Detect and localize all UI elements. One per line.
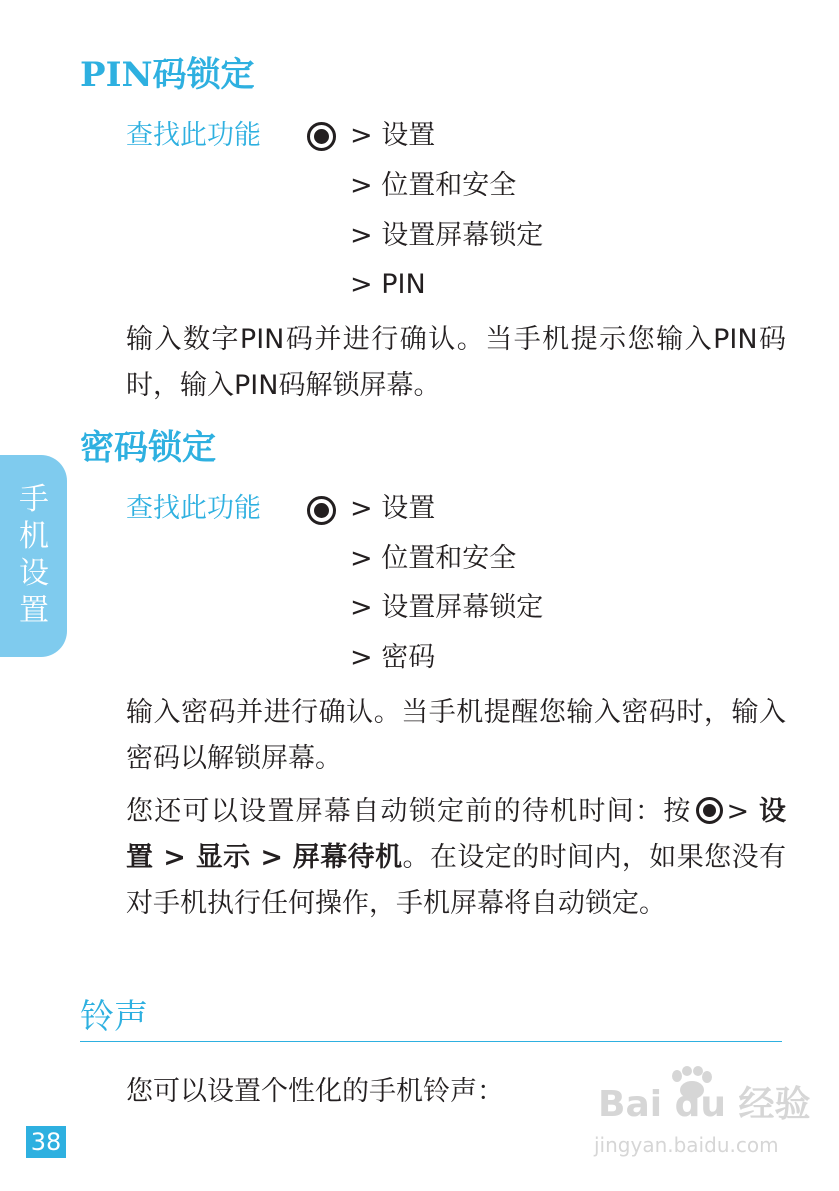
find-feature-label: 查找此功能 xyxy=(126,120,261,151)
screen-timeout-note xyxy=(126,789,786,927)
note-settings-path: 设置 > 显示 > 屏幕待机 xyxy=(126,796,786,873)
path-step-settings: > 设置 xyxy=(350,120,436,151)
path-step-location-security: > 位置和安全 xyxy=(350,543,517,574)
note-text-before: 您还可以设置屏幕自动锁定前的待机时间：按 xyxy=(126,796,692,827)
path-step-settings: > 设置 xyxy=(350,493,436,524)
note-text-rest: 。在设定的时间内，如果您没有对手机执行任何操作，手机屏幕将自动锁定。 xyxy=(126,842,786,919)
baidu-jingyan-watermark: Bai du 经验 xyxy=(598,1084,811,1125)
section-title-password-lock: 密码锁定 xyxy=(80,428,216,468)
ringtone-description: 您可以设置个性化的手机铃声： xyxy=(126,1076,504,1107)
chapter-side-tab xyxy=(0,455,67,657)
section-title-pin-lock: PIN码锁定 xyxy=(80,55,255,95)
note-arrow: > xyxy=(726,796,750,827)
menu-key-icon xyxy=(307,496,336,525)
path-step-password: > 密码 xyxy=(350,642,436,673)
path-step-set-screen-lock: > 设置屏幕锁定 xyxy=(350,220,544,251)
find-feature-label: 查找此功能 xyxy=(126,493,261,524)
path-step-location-security: > 位置和安全 xyxy=(350,170,517,201)
page-number: 38 xyxy=(26,1126,66,1158)
path-step-pin: > PIN xyxy=(350,269,426,300)
password-lock-description: 输入密码并进行确认。当手机提醒您输入密码时，输入密码以解锁屏幕。 xyxy=(126,697,786,774)
chapter-side-tab-label: 手机设置 xyxy=(19,482,49,628)
section-title-ringtone: 铃声 xyxy=(80,997,148,1037)
menu-key-icon xyxy=(307,122,336,151)
section-divider xyxy=(80,1041,782,1042)
menu-key-icon xyxy=(696,797,723,824)
pin-lock-description: 输入数字PIN码并进行确认。当手机提示您输入PIN码时，输入PIN码解锁屏幕。 xyxy=(126,324,786,401)
watermark-url: jingyan.baidu.com xyxy=(594,1133,779,1157)
path-step-set-screen-lock: > 设置屏幕锁定 xyxy=(350,592,544,623)
